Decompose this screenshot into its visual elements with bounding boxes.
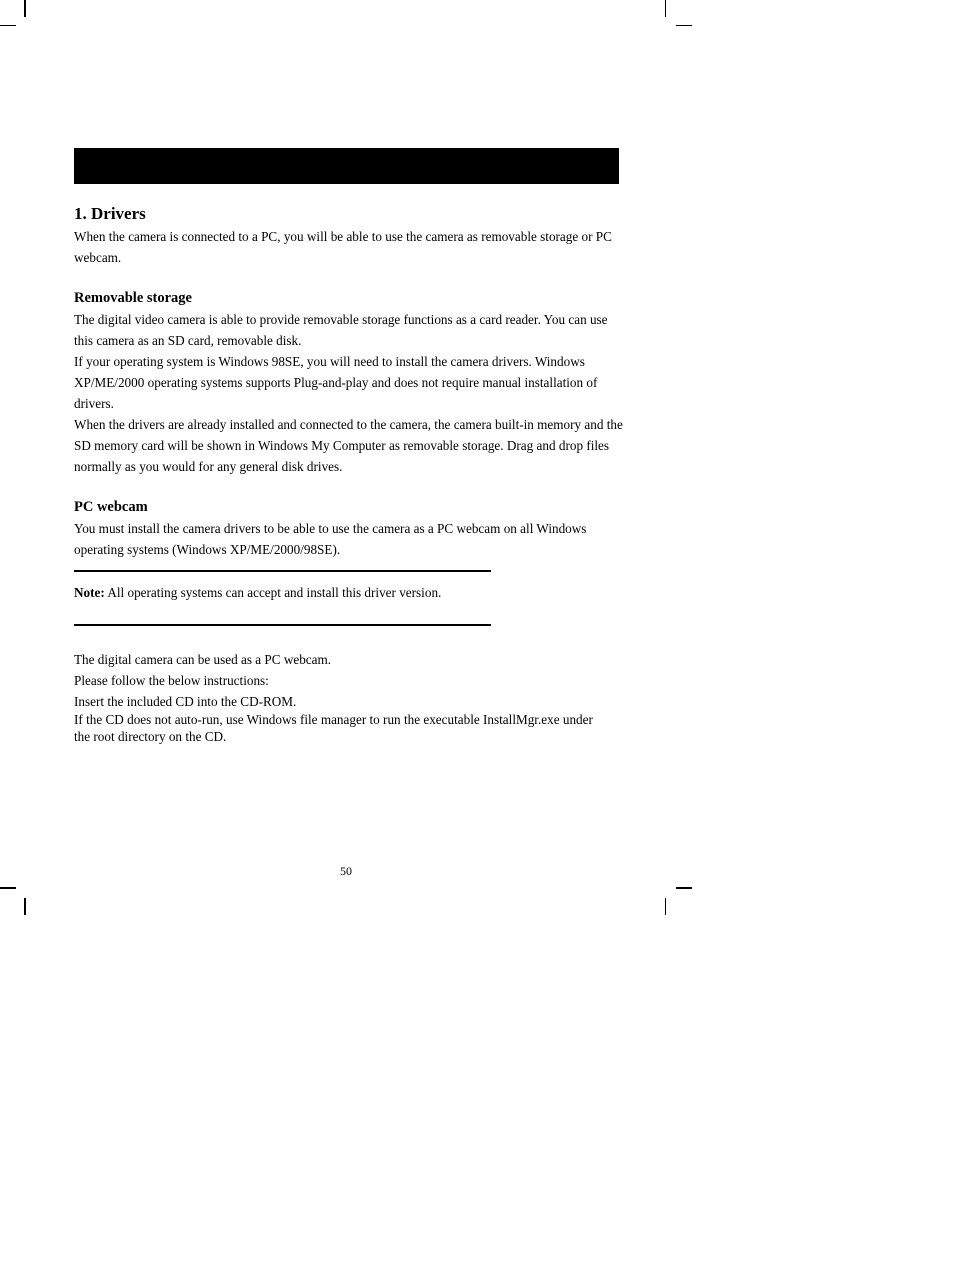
spacer [74, 626, 624, 649]
crop-mark-top-right-vertical [665, 0, 666, 17]
note-label: Note: [74, 585, 105, 600]
instructions-line-2: Please follow the below instructions: [74, 673, 269, 688]
spacer [74, 477, 624, 497]
crop-mark-top-left-horizontal [0, 25, 16, 26]
removable-storage-paragraph-3: When the drivers are already installed and connected to the camera, the camera built-in memory and the SD memory card will be shown in Windows My Computer as removable storage. Drag and drop files normally as you would for any general disk drives. [74, 417, 623, 474]
pc-webcam-heading: PC webcam [74, 499, 148, 515]
section-title: 1. Drivers [74, 204, 146, 223]
removable-storage-heading: Removable storage [74, 290, 192, 306]
page-number: 50 [340, 864, 352, 878]
spacer [74, 268, 624, 288]
note-box [74, 572, 624, 624]
crop-mark-top-left-vertical [24, 0, 26, 17]
instructions-line-3: Insert the included CD into the CD-ROM. [74, 694, 297, 709]
spacer [74, 560, 624, 570]
chapter-header-bar [74, 148, 619, 184]
crop-mark-bottom-left-horizontal [0, 887, 16, 889]
crop-mark-bottom-right-vertical [665, 898, 666, 915]
section-intro: When the camera is connected to a PC, you will be able to use the camera as removable storage or PC webcam. [74, 229, 612, 265]
removable-storage-paragraph-2: If your operating system is Windows 98SE, you will need to install the camera drivers. Windows XP/ME/2000 operating systems supports Plug-and-play and does not require manual installation of drivers. [74, 354, 598, 411]
removable-storage-paragraph-1: The digital video camera is able to provide removable storage functions as a card reader. You can use this camera as an SD card, removable disk. [74, 312, 608, 348]
instructions-line-1: The digital camera can be used as a PC webcam. [74, 652, 332, 667]
pc-webcam-paragraph: You must install the camera drivers to be able to use the camera as a PC webcam on all Windows operating systems (Windows XP/ME/2000/98SE). [74, 521, 587, 557]
note-body: All operating systems can accept and install this driver version. [104, 585, 442, 600]
crop-mark-top-right-horizontal [676, 25, 692, 26]
page-content [74, 202, 624, 745]
note-text [74, 582, 624, 603]
crop-mark-bottom-right-horizontal [676, 887, 692, 889]
crop-mark-bottom-left-vertical [24, 898, 26, 915]
instructions-line-4: If the CD does not auto-run, use Windows file manager to run the executable InstallMgr.exe under the root directory on the CD. [74, 712, 593, 744]
